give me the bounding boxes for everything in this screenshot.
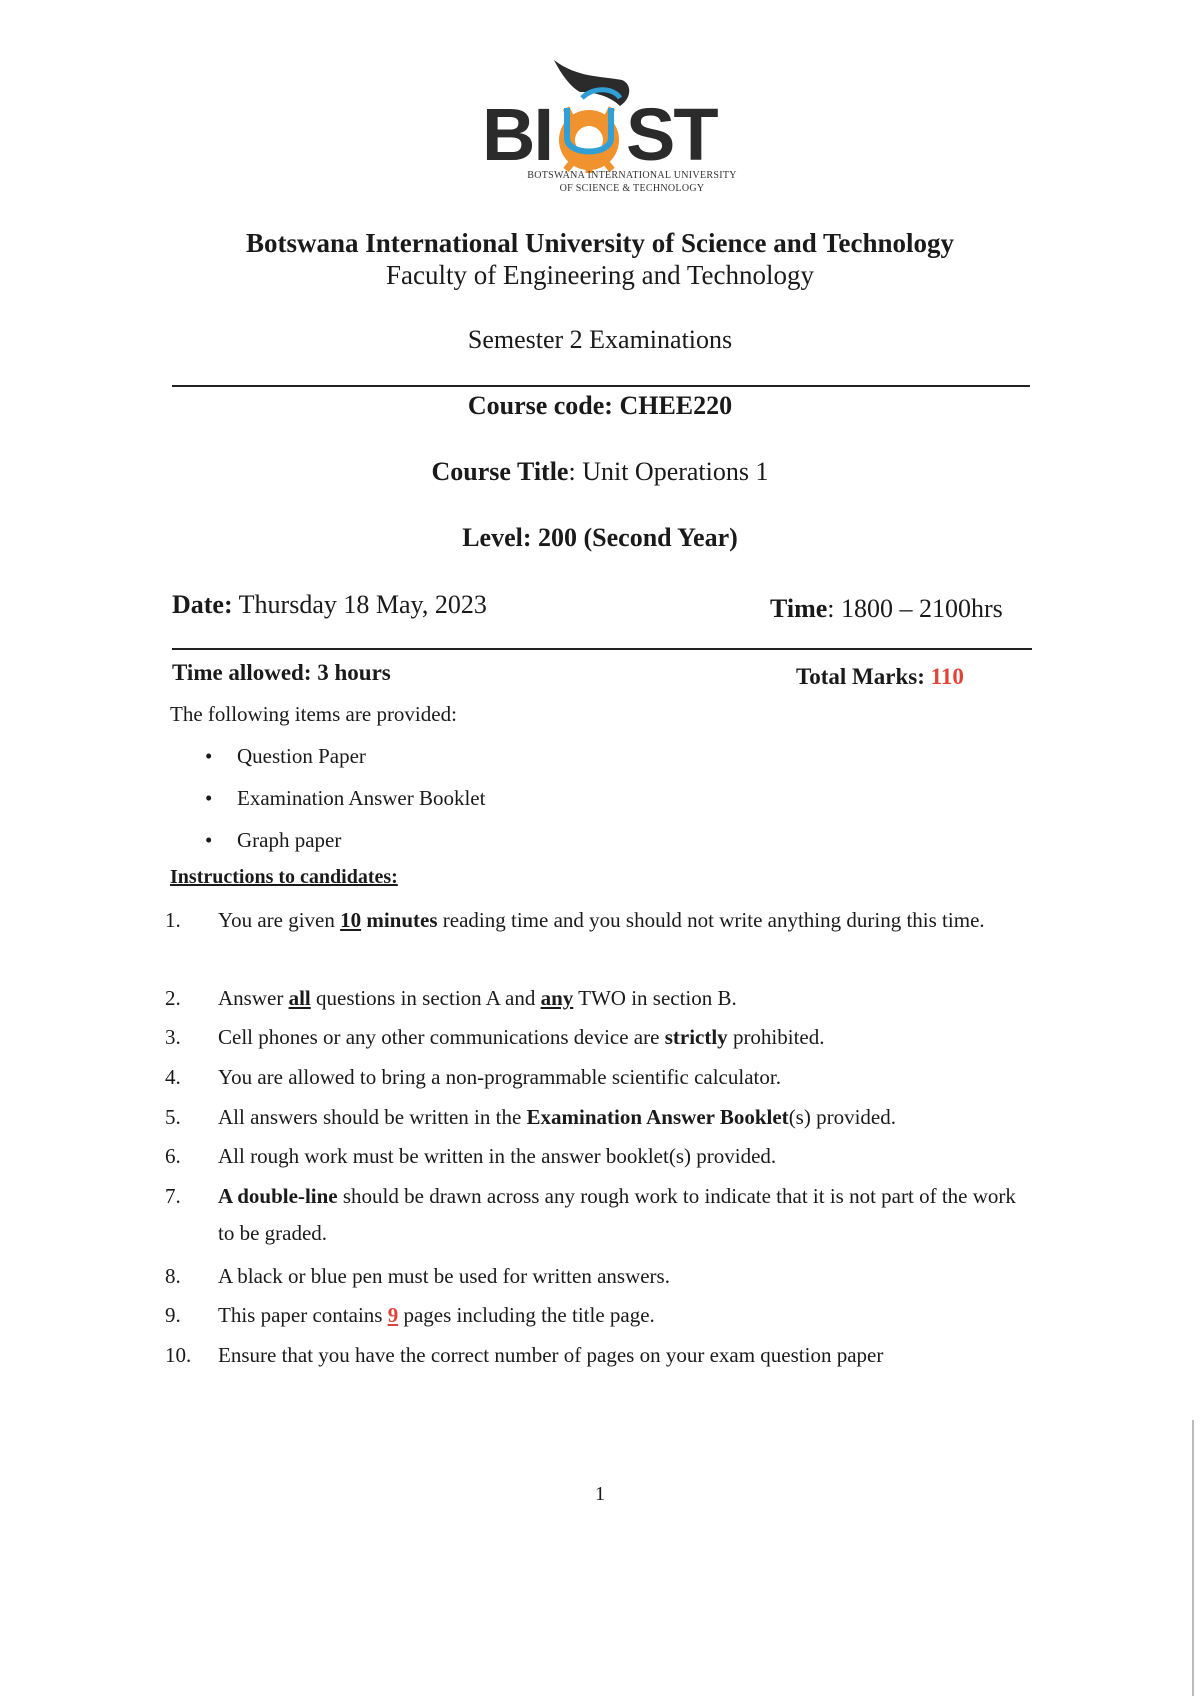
instruction-part: This paper contains: [218, 1303, 388, 1327]
instruction-number: 6.: [165, 1144, 181, 1168]
instruction-part: prohibited.: [727, 1025, 825, 1049]
instruction-text: [218, 902, 1033, 939]
logo-subtitle-line1: BOTSWANA INTERNATIONAL UNIVERSITY: [527, 170, 737, 181]
exam-time: [770, 594, 1003, 624]
instructions-heading: Instructions to candidates:: [170, 866, 398, 888]
instruction-part: (s) provided.: [788, 1105, 896, 1129]
instruction-part: Answer: [218, 986, 289, 1010]
logo-letters-right: ST: [626, 93, 717, 176]
instruction-text: Ensure that you have the correct number of pages on your exam question paper: [218, 1343, 884, 1367]
instruction-text: All rough work must be written in the answer booklet(s) provided.: [218, 1144, 777, 1168]
exam-date-label: Date:: [172, 590, 233, 619]
provided-item-text: Examination Answer Booklet: [237, 786, 486, 810]
exam-time-label: Time: [770, 594, 828, 623]
instruction-text: You are allowed to bring a non-programmable scientific calculator.: [218, 1065, 781, 1089]
instruction-part: reading time and you should not write anything during this time.: [437, 908, 985, 932]
page-count-value: 9: [387, 1303, 399, 1327]
instruction-text: [218, 1099, 1033, 1136]
time-allowed-value: 3 hours: [317, 660, 391, 685]
instruction-part-emphasis: 10: [340, 908, 362, 932]
provided-item-text: Graph paper: [237, 828, 342, 852]
instruction-number: 9.: [165, 1303, 181, 1327]
list-item: [205, 828, 341, 853]
bullet-icon: •: [205, 828, 213, 852]
scan-edge-line: [1192, 1420, 1194, 1696]
instruction-number: 3.: [165, 1025, 181, 1049]
provided-items-intro: The following items are provided:: [170, 702, 457, 726]
list-item: [205, 786, 485, 811]
instruction-part-bold: minutes: [361, 908, 438, 932]
time-allowed: [172, 660, 391, 686]
instruction-part: All answers should be written in the: [218, 1105, 527, 1129]
instruction-item: [165, 1178, 1035, 1252]
course-title-label: Course Title: [431, 457, 569, 486]
page-number: 1: [595, 1483, 605, 1505]
divider-middle: [172, 648, 1032, 650]
instruction-part-bold: A double-line: [218, 1184, 338, 1208]
instruction-item: [165, 902, 1035, 976]
exam-time-value: : 1800 – 2100hrs: [827, 594, 1003, 623]
course-level: [0, 523, 1200, 553]
course-code: [0, 391, 1200, 421]
exam-date-value: Thursday 18 May, 2023: [238, 590, 487, 619]
exam-date: [172, 590, 487, 620]
instruction-part-emphasis: all: [288, 986, 311, 1010]
logo-letters-left: BI: [482, 93, 552, 176]
instruction-part: should be drawn across any rough work to indicate that it is not part of the work to be graded.: [218, 1184, 1016, 1245]
instruction-text: [218, 980, 1033, 1017]
instruction-number: 1.: [165, 908, 181, 932]
instruction-part: You are given: [218, 908, 341, 932]
instruction-part: pages including the title page.: [398, 1303, 655, 1327]
logo-subtitle-line2: OF SCIENCE & TECHNOLOGY: [559, 183, 705, 194]
instruction-number: 5.: [165, 1105, 181, 1129]
provided-item-text: Question Paper: [237, 744, 366, 768]
semester-title: Semester 2 Examinations: [467, 325, 733, 354]
course-code-value: CHEE220: [619, 391, 733, 420]
course-level-label: Level:: [462, 523, 532, 552]
bullet-icon: •: [205, 744, 213, 768]
bullet-icon: •: [205, 786, 213, 810]
instruction-text: [218, 1297, 1033, 1334]
instruction-text: A black or blue pen must be used for written answers.: [218, 1264, 670, 1288]
instruction-part-emphasis: any: [540, 986, 574, 1010]
course-title: [0, 457, 1200, 487]
instruction-number: 7.: [165, 1184, 181, 1208]
instruction-number: 4.: [165, 1065, 181, 1089]
instruction-part-bold: strictly: [664, 1025, 728, 1049]
university-name: Botswana International University of Science and Technology: [245, 228, 955, 258]
instruction-text: [218, 1019, 1033, 1056]
instruction-number: 2.: [165, 986, 181, 1010]
course-level-value: 200 (Second Year): [538, 523, 738, 552]
divider-top: [172, 385, 1030, 387]
instruction-part-bold: Examination Answer Booklet: [526, 1105, 789, 1129]
list-item: [205, 744, 366, 769]
total-marks: [796, 664, 964, 690]
instruction-number: 10.: [165, 1343, 192, 1367]
instruction-part: questions in section A and: [310, 986, 541, 1010]
course-code-label: Course code:: [467, 391, 613, 420]
course-title-value: : Unit Operations 1: [568, 457, 769, 486]
university-logo: [482, 58, 782, 208]
total-marks-label: Total Marks:: [796, 664, 925, 689]
instruction-part: TWO in section B.: [573, 986, 737, 1010]
time-allowed-label: Time allowed:: [172, 660, 312, 685]
faculty-name: Faculty of Engineering and Technology: [385, 260, 814, 290]
instruction-text: [218, 1178, 1033, 1252]
instruction-part: Cell phones or any other communications device are: [218, 1025, 665, 1049]
instruction-number: 8.: [165, 1264, 181, 1288]
total-marks-value: 110: [930, 664, 964, 689]
